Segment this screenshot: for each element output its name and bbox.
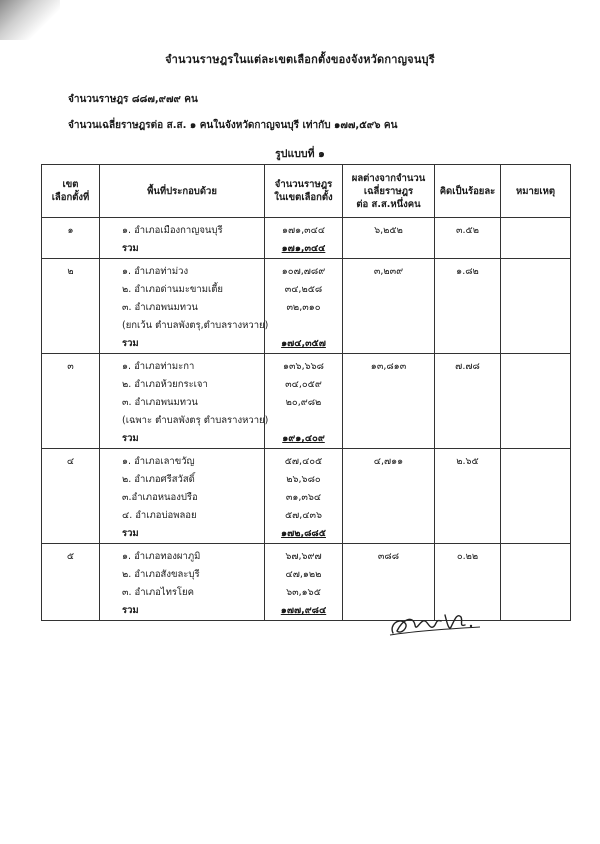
area-name: ๒. อำเภอสังขละบุรี	[122, 569, 200, 580]
area-name: ๒. อำเภอห้วยกระเจา	[122, 379, 208, 390]
population-value: ๑๗๑,๓๔๔	[281, 225, 326, 236]
population-value: ๖๓,๑๖๕	[286, 587, 321, 598]
population-value: ๓๔,๒๕๘	[284, 284, 323, 295]
header-remark: หมายเหตุ	[501, 165, 571, 218]
remark-cell	[501, 449, 571, 544]
population-cell	[265, 218, 343, 259]
population-value: ๑๓๖,๖๖๘	[283, 361, 324, 372]
remark-cell	[501, 544, 571, 621]
district-number-cell: ๑	[42, 218, 100, 259]
table-row	[42, 544, 571, 621]
district-number-cell: ๔	[42, 449, 100, 544]
header-population: จำนวนราษฎร ในเขตเลือกตั้ง	[265, 165, 343, 218]
district-number-cell: ๓	[42, 354, 100, 449]
area-cell	[100, 449, 265, 544]
population-value: ๓๒,๓๑๐	[286, 302, 321, 313]
population-total: ๑๗๗,๙๘๔	[280, 605, 327, 616]
population-value: ๓๔,๐๕๙	[285, 379, 322, 390]
area-name: ๑. อำเภอท่าม่วง	[122, 266, 189, 277]
table-header-row	[42, 165, 571, 218]
population-value: ๑๐๗,๗๘๙	[281, 266, 326, 277]
header-area: พื้นที่ประกอบด้วย	[100, 165, 265, 218]
population-value	[265, 412, 342, 430]
table-row	[42, 449, 571, 544]
scan-edge-shadow	[0, 0, 60, 40]
total-label: รวม	[122, 605, 139, 616]
difference-cell: ๑๓,๘๑๓	[343, 354, 435, 449]
area-name: ๓.อำเภอหนองปรือ	[122, 492, 198, 503]
table-row	[42, 218, 571, 259]
header-district: เขต เลือกตั้งที่	[42, 165, 100, 218]
area-cell	[100, 354, 269, 449]
percent-cell: ๗.๗๘	[435, 354, 501, 449]
population-value: ๖๗,๖๙๗	[285, 551, 322, 562]
district-number-cell: ๕	[42, 544, 100, 621]
area-name: ๒. อำเภอด่านมะขามเตี้ย	[122, 284, 223, 295]
total-label: รวม	[122, 528, 139, 539]
area-cell	[100, 544, 265, 621]
percent-cell: ๒.๖๕	[435, 449, 501, 544]
population-value: ๒๖,๖๘๐	[286, 474, 321, 485]
percent-cell: ๑.๘๒	[435, 259, 501, 354]
area-name: ๑. อำเภอทองผาภูมิ	[122, 551, 201, 562]
table-row	[42, 259, 571, 354]
population-total: ๑๗๒,๘๘๕	[281, 528, 326, 539]
area-name: (เฉพาะ ตำบลพังตรุ ตำบลรางหวาย)	[122, 415, 269, 426]
remark-cell	[501, 259, 571, 354]
format-subtitle: รูปแบบที่ ๑	[275, 148, 325, 160]
total-label: รวม	[122, 433, 139, 444]
district-number-cell: ๒	[42, 259, 100, 354]
population-cell	[265, 354, 343, 449]
average-line: จำนวนเฉลี่ยราษฎรต่อ ส.ส. ๑ คนในจังหวัดกาญจนบุรี เท่ากับ ๑๗๗,๕๙๖ คน	[68, 120, 398, 131]
remark-cell	[501, 354, 571, 449]
area-name: ๔. อำเภอบ่อพลอย	[122, 510, 197, 521]
population-value: ๒๐,๙๘๒	[285, 397, 322, 408]
constituency-table	[41, 164, 571, 621]
area-cell	[100, 259, 269, 354]
area-name: ๑. อำเภอเมืองกาญจนบุรี	[122, 225, 223, 236]
population-value	[265, 317, 342, 335]
population-cell	[265, 544, 343, 621]
area-name: ๓. อำเภอไทรโยค	[122, 587, 194, 598]
area-name: ๓. อำเภอพนมทวน	[122, 302, 198, 313]
remark-cell	[501, 218, 571, 259]
handwritten-signature	[385, 605, 485, 645]
population-cell	[265, 449, 343, 544]
area-name: ๓. อำเภอพนมทวน	[122, 397, 198, 408]
difference-cell: ๓,๒๓๙	[343, 259, 435, 354]
area-cell	[100, 218, 265, 259]
population-line: จำนวนราษฎร ๘๘๗,๙๗๙ คน	[68, 94, 198, 105]
total-label: รวม	[122, 243, 139, 254]
population-total: ๑๗๔,๓๕๗	[281, 338, 326, 349]
difference-cell: ๔,๗๑๑	[343, 449, 435, 544]
area-name: (ยกเว้น ตำบลพังตรุ,ตำบลรางหวาย)	[122, 320, 269, 331]
population-value: ๕๗,๔๐๕	[284, 456, 323, 467]
population-total: ๑๗๑,๓๔๔	[281, 243, 326, 254]
difference-cell: ๓๘๘	[343, 544, 435, 621]
area-name: ๑. อำเภอเลาขวัญ	[122, 456, 195, 467]
population-cell	[265, 259, 343, 354]
population-value: ๓๑,๓๖๔	[285, 492, 322, 503]
area-name: ๑. อำเภอท่ามะกา	[122, 361, 195, 372]
total-label: รวม	[122, 338, 139, 349]
area-name: ๒. อำเภอศรีสวัสดิ์	[122, 474, 195, 485]
percent-cell: ๓.๕๒	[435, 218, 501, 259]
document-title: จำนวนราษฎรในแต่ละเขตเลือกตั้งของจังหวัดกาญจนบุรี	[165, 53, 435, 66]
population-value: ๔๗,๑๒๒	[285, 569, 322, 580]
header-percent: คิดเป็นร้อยละ	[435, 165, 501, 218]
population-value: ๕๗,๔๓๖	[284, 510, 323, 521]
population-total: ๑๙๑,๔๐๙	[282, 433, 325, 444]
table-row	[42, 354, 571, 449]
difference-cell: ๖,๒๕๒	[343, 218, 435, 259]
header-difference: ผลต่างจากจำนวน เฉลี่ยราษฎร ต่อ ส.ส.หนึ่งคน	[343, 165, 435, 218]
percent-cell: ๐.๒๒	[435, 544, 501, 621]
